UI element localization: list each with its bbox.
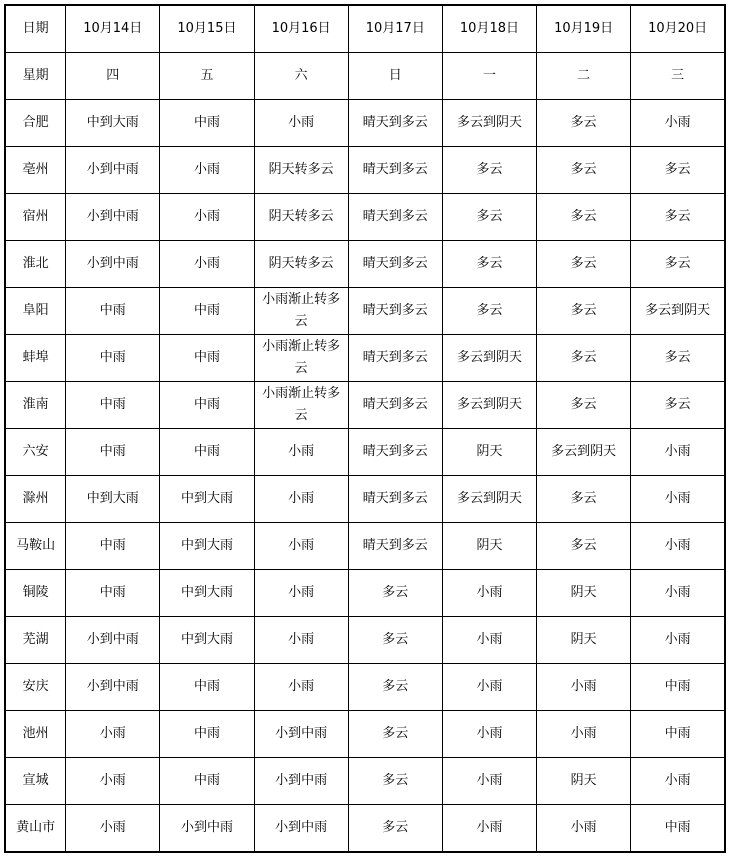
forecast-cell: 中雨 [66,288,160,335]
forecast-cell: 小雨 [442,664,536,711]
forecast-cell: 小到中雨 [254,711,348,758]
date-cell: 10月20日 [631,5,725,53]
forecast-cell: 晴天到多云 [348,335,442,382]
weekday-cell: 五 [160,53,254,100]
city-row [5,617,725,664]
date-cell: 10月16日 [254,5,348,53]
forecast-cell: 多云到阴天 [442,382,536,429]
forecast-cell: 阴天 [537,758,631,805]
city-name-cell: 宣城 [5,758,66,805]
forecast-cell: 多云 [631,194,725,241]
forecast-cell: 小雨 [254,570,348,617]
city-name-cell: 滁州 [5,476,66,523]
forecast-cell: 多云 [442,288,536,335]
date-header-row [5,5,725,53]
weekday-cell: 二 [537,53,631,100]
forecast-cell: 多云到阴天 [537,429,631,476]
city-row [5,429,725,476]
forecast-cell: 小雨 [442,805,536,853]
city-row [5,288,725,335]
forecast-cell: 小雨 [631,476,725,523]
date-cell: 10月17日 [348,5,442,53]
forecast-cell: 中雨 [66,382,160,429]
forecast-cell: 多云 [348,805,442,853]
forecast-cell: 小雨 [631,100,725,147]
forecast-cell: 中雨 [631,664,725,711]
forecast-cell: 多云 [537,241,631,288]
date-cell: 10月19日 [537,5,631,53]
date-cell: 10月14日 [66,5,160,53]
city-name-cell: 铜陵 [5,570,66,617]
forecast-cell: 中雨 [160,288,254,335]
forecast-cell: 多云 [537,288,631,335]
city-row [5,570,725,617]
forecast-cell: 阴天 [537,570,631,617]
forecast-cell: 多云 [348,711,442,758]
forecast-cell: 晴天到多云 [348,476,442,523]
city-name-cell: 淮南 [5,382,66,429]
forecast-cell: 小雨 [631,617,725,664]
forecast-cell: 阴天 [442,523,536,570]
weekday-cell: 六 [254,53,348,100]
forecast-cell: 小雨 [442,711,536,758]
forecast-cell: 多云 [537,147,631,194]
forecast-cell: 小雨 [537,805,631,853]
weekday-cell: 三 [631,53,725,100]
forecast-cell: 中雨 [160,711,254,758]
forecast-cell: 小雨渐止转多云 [254,382,348,429]
forecast-cell: 小雨 [442,617,536,664]
forecast-cell: 小雨 [254,100,348,147]
forecast-cell: 小雨 [254,617,348,664]
forecast-cell: 多云 [537,194,631,241]
city-row [5,476,725,523]
forecast-cell: 中到大雨 [66,100,160,147]
forecast-cell: 小到中雨 [160,805,254,853]
forecast-cell: 阴天 [537,617,631,664]
forecast-cell: 小雨 [160,147,254,194]
forecast-cell: 多云 [631,147,725,194]
city-name-cell: 亳州 [5,147,66,194]
forecast-cell: 晴天到多云 [348,288,442,335]
city-name-cell: 池州 [5,711,66,758]
forecast-cell: 晴天到多云 [348,194,442,241]
forecast-cell: 中到大雨 [160,523,254,570]
forecast-cell: 中雨 [66,570,160,617]
forecast-cell: 小雨 [254,523,348,570]
forecast-cell: 多云 [537,335,631,382]
forecast-cell: 小雨 [160,241,254,288]
forecast-cell: 多云 [631,241,725,288]
forecast-cell: 多云 [537,382,631,429]
forecast-cell: 多云 [537,523,631,570]
forecast-cell: 多云到阴天 [442,335,536,382]
forecast-cell: 小雨 [631,523,725,570]
forecast-cell: 小雨 [537,711,631,758]
forecast-cell: 小雨 [66,758,160,805]
forecast-cell: 晴天到多云 [348,241,442,288]
forecast-cell: 中到大雨 [160,570,254,617]
city-name-cell: 六安 [5,429,66,476]
city-row [5,194,725,241]
forecast-cell: 小雨 [254,429,348,476]
forecast-cell: 多云 [348,617,442,664]
forecast-cell: 阴天转多云 [254,194,348,241]
city-name-cell: 芜湖 [5,617,66,664]
city-name-cell: 安庆 [5,664,66,711]
city-row [5,711,725,758]
forecast-cell: 中到大雨 [66,476,160,523]
table-body [5,5,725,852]
forecast-cell: 小雨 [254,664,348,711]
forecast-cell: 小雨 [631,758,725,805]
city-row [5,100,725,147]
weekday-cell: 一 [442,53,536,100]
forecast-cell: 中雨 [160,758,254,805]
city-row [5,805,725,853]
forecast-cell: 小到中雨 [254,758,348,805]
date-cell: 10月18日 [442,5,536,53]
forecast-cell: 晴天到多云 [348,429,442,476]
forecast-cell: 晴天到多云 [348,147,442,194]
city-name-cell: 淮北 [5,241,66,288]
forecast-cell: 多云 [348,664,442,711]
forecast-cell: 多云 [348,570,442,617]
forecast-cell: 多云 [442,147,536,194]
weekday-cell: 四 [66,53,160,100]
forecast-cell: 小雨渐止转多云 [254,335,348,382]
forecast-cell: 小到中雨 [66,617,160,664]
city-name-cell: 阜阳 [5,288,66,335]
forecast-cell: 多云 [537,476,631,523]
forecast-cell: 中雨 [66,429,160,476]
forecast-cell: 小到中雨 [66,664,160,711]
city-name-cell: 蚌埠 [5,335,66,382]
forecast-cell: 中雨 [160,335,254,382]
forecast-cell: 小到中雨 [66,241,160,288]
city-name-cell: 合肥 [5,100,66,147]
forecast-cell: 多云 [537,100,631,147]
forecast-cell: 中雨 [160,664,254,711]
forecast-cell: 小雨 [442,758,536,805]
forecast-cell: 阴天 [442,429,536,476]
forecast-cell: 阴天转多云 [254,241,348,288]
forecast-cell: 小到中雨 [66,147,160,194]
weekday-cell: 日 [348,53,442,100]
city-row [5,241,725,288]
forecast-cell: 小雨 [442,570,536,617]
forecast-cell: 小到中雨 [254,805,348,853]
forecast-cell: 中雨 [160,429,254,476]
weekday-label-cell: 星期 [5,53,66,100]
forecast-cell: 晴天到多云 [348,100,442,147]
forecast-cell: 小雨 [66,711,160,758]
forecast-cell: 多云 [348,758,442,805]
forecast-cell: 晴天到多云 [348,523,442,570]
forecast-cell: 多云 [631,382,725,429]
city-name-cell: 马鞍山 [5,523,66,570]
forecast-cell: 多云到阴天 [442,476,536,523]
forecast-cell: 小雨 [160,194,254,241]
forecast-cell: 晴天到多云 [348,382,442,429]
forecast-cell: 小雨渐止转多云 [254,288,348,335]
forecast-cell: 小雨 [254,476,348,523]
forecast-cell: 小雨 [66,805,160,853]
forecast-cell: 多云 [442,241,536,288]
date-cell: 10月15日 [160,5,254,53]
forecast-cell: 中雨 [160,382,254,429]
weekday-row [5,53,725,100]
forecast-cell: 阴天转多云 [254,147,348,194]
forecast-cell: 中到大雨 [160,617,254,664]
city-name-cell: 黄山市 [5,805,66,853]
city-row [5,335,725,382]
city-name-cell: 宿州 [5,194,66,241]
city-row [5,664,725,711]
forecast-cell: 多云到阴天 [442,100,536,147]
forecast-cell: 多云 [631,335,725,382]
city-row [5,758,725,805]
weather-forecast-table [4,4,726,853]
forecast-cell: 多云到阴天 [631,288,725,335]
date-label-cell: 日期 [5,5,66,53]
forecast-cell: 中雨 [631,805,725,853]
forecast-cell: 中雨 [66,523,160,570]
city-row [5,147,725,194]
forecast-cell: 中雨 [631,711,725,758]
forecast-cell: 小雨 [631,429,725,476]
forecast-cell: 小到中雨 [66,194,160,241]
forecast-cell: 中到大雨 [160,476,254,523]
city-row [5,382,725,429]
forecast-cell: 多云 [442,194,536,241]
forecast-cell: 小雨 [537,664,631,711]
forecast-cell: 小雨 [631,570,725,617]
forecast-cell: 中雨 [66,335,160,382]
city-row [5,523,725,570]
forecast-cell: 中雨 [160,100,254,147]
